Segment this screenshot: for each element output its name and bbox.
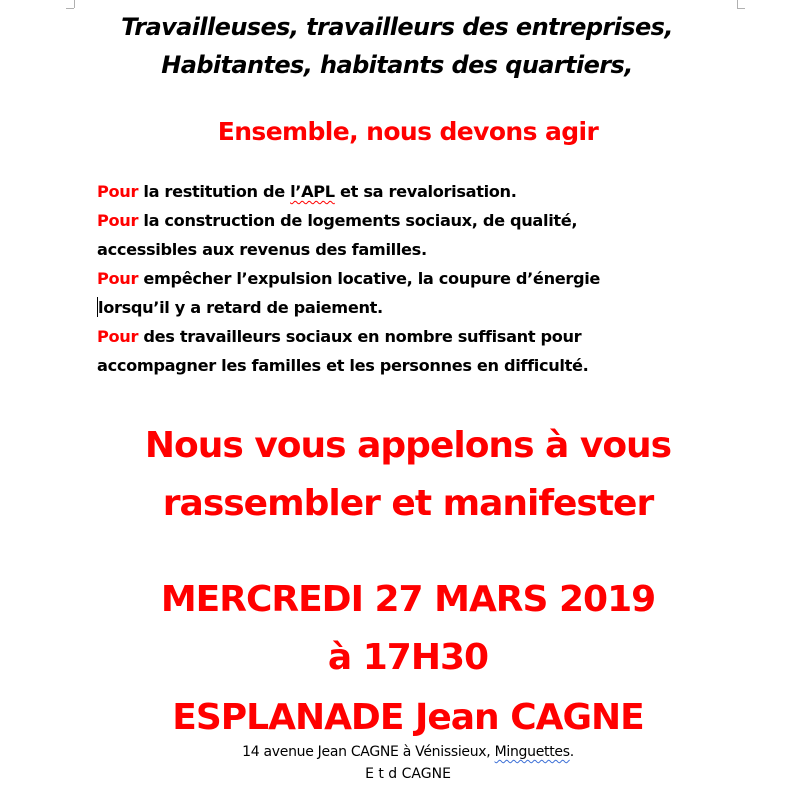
demand-apl: l’APL: [290, 182, 335, 201]
event-place: ESPLANADE Jean CAGNE: [172, 697, 644, 738]
demand-item-4: [97, 322, 737, 351]
call-line-1: Nous vous appelons à vous: [144, 425, 672, 466]
demand-item-4-cont: [97, 351, 737, 380]
demand-keyword: Pour: [97, 269, 139, 288]
margin-corner-mark-right: [737, 0, 738, 8]
address-cutoff-line: E t d CAGNE: [365, 766, 451, 782]
address-line: [0, 740, 794, 764]
demand-text: empêcher l’expulsion locative, la coupure d’énergie: [138, 269, 601, 288]
demand-text: et sa revalorisation.: [334, 182, 517, 201]
demand-text: accompagner les familles et les personnes en difficulté.: [97, 356, 589, 375]
demand-item-3: [97, 264, 737, 293]
heading-line-2: Habitantes, habitants des quartiers,: [161, 51, 633, 79]
demand-text: des travailleurs sociaux en nombre suffisant pour: [138, 327, 582, 346]
address-town: Minguettes: [494, 744, 570, 760]
demand-item-3-cont[interactable]: [97, 293, 737, 322]
demand-keyword: Pour: [97, 211, 139, 230]
demand-item-2: [97, 206, 737, 235]
call-line-2: rassembler et manifester: [162, 483, 654, 524]
demand-keyword: Pour: [97, 182, 139, 201]
demand-item-1: [97, 177, 737, 206]
subheading: Ensemble, nous devons agir: [217, 117, 599, 146]
event-time: à 17H30: [327, 637, 489, 678]
demands-list: [97, 177, 737, 380]
demand-text: la construction de logements sociaux, de qualité,: [138, 211, 578, 230]
heading-line-1: Travailleuses, travailleurs des entreprises,: [121, 13, 673, 41]
demand-text: la restitution de: [138, 182, 291, 201]
address-suffix: .: [569, 744, 574, 760]
margin-corner-mark-left: [74, 0, 75, 8]
demand-item-2-cont: [97, 235, 737, 264]
demand-text: lorsqu’il y a retard de paiement.: [98, 298, 383, 317]
address-prefix: 14 avenue Jean CAGNE à Vénissieux,: [242, 744, 495, 760]
demand-text: accessibles aux revenus des familles.: [97, 240, 427, 259]
demand-keyword: Pour: [97, 327, 139, 346]
event-date: MERCREDI 27 MARS 2019: [160, 579, 656, 620]
